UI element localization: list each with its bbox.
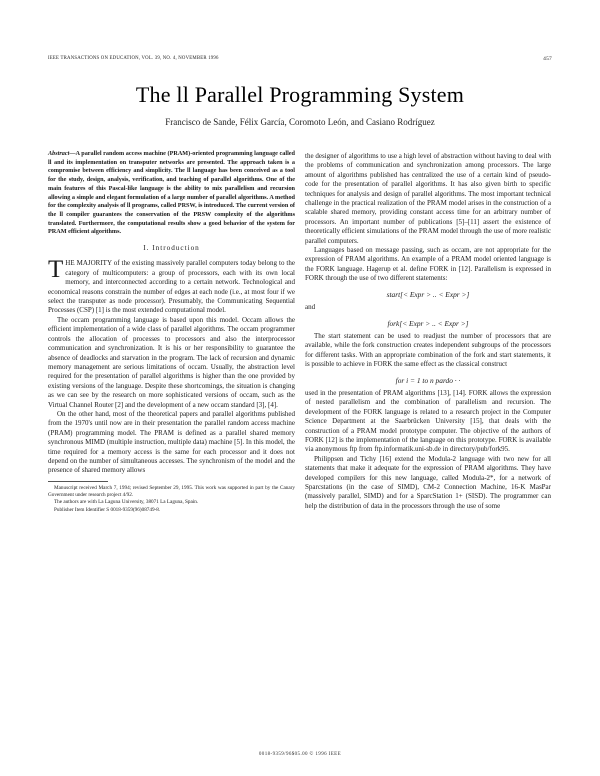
formula-fork: fork[< Expr > .. < Expr >]	[387, 318, 469, 328]
running-header	[48, 56, 552, 66]
abstract	[48, 150, 295, 237]
section-heading-introduction: I. Introduction	[143, 244, 200, 253]
journal-header: IEEE TRANSACTIONS ON EDUCATION, VOL. 39, NO. 4, NOVEMBER 1996	[48, 56, 219, 61]
abstract-text: —A parallel random access machine (PRAM)-oriented programming language called ll and its implementation on transputer networks are presented. The approach taken is a compromise between efficiency and simplicity. The ll language has been conceived as a tool for the study, design, analysis, verification, and teaching of parallel algorithms. One of the main features of this Pascal-like language is the ability to mix parallelism and recursion allowing a simple and elegant formulation of a large number of parallel algorithms. A method for the complexity analysis of ll programs, called PRSW, is introduced. The current version of the ll compiler guarantees the conservation of the PRSW complexity of the algorithms translated. Furthermore, the computational results show a good behavior of the system for PRAM efficient algorithms.	[48, 150, 295, 236]
intro-paragraph-2: The occam programming language is based upon this model. Occam allows the efficient implementation of a wide class of parallel algorithms. The occam programmer controls the allocation of processes to processors and also the interprocessor communication and synchronization. It is his or her responsibility to guarantee the absence of deadlocks and starvation in the program. The lack of recursion and dynamic memory management are serious limitations of occam. Usually, the abstraction level required for the presentation of parallel algorithms is higher than the one provided by existing versions of the language. Despite these shortcomings, the situation is changing as we can see by the research on more sophisticated versions of occam, such as the Virtual Channel Router [2] and the development of a new occam standard [3], [4].	[48, 315, 295, 409]
drop-cap: T	[48, 256, 64, 284]
right-column	[305, 152, 551, 511]
intro-paragraph-1	[48, 256, 295, 315]
right-paragraph-3: The start statement can be used to readjust the number of processors that are available, while the fork construction creates independent subgroups of the processors for different tasks. With an appropriate combination of the fork and start statements, it is possible to achieve in FORK the same effect as the classical construct	[305, 331, 551, 369]
footnote-identifier: Publisher Item Identifier S 0018-9359(96)08749-8.	[54, 507, 161, 514]
left-column	[48, 150, 295, 515]
intro-paragraph-1-text: HE MAJORITY of the existing massively parallel computers today belong to the category of multicomputers: a group of processors, each with its own local memory, and interconnected according to a certain network. Technological and economical reasons constrain the number of edges at each node (i.e., at most four if we select the transputer as node processor). Presumably, the Communicating Sequential Processes (CSP) [1] is the most extended computational model.	[48, 259, 295, 315]
copyright-footer: 0018-9359/96$05.00 © 1996 IEEE	[258, 752, 342, 757]
formula-start: start[< Expr > .. < Expr >]	[386, 289, 470, 299]
right-paragraph-1: the designer of algorithms to use a high level of abstraction without having to deal with the problems of communication and synchronization among processors. The large amount of algorithms published has centralized the use of a certain kind of pseudo-code for the presentation of parallel algorithms. It has also given birth to specific techniques for analysis and design of parallel algorithms. The most important technical challenge in the practical realization of the PRAM model arises in the construction of a scalable shared memory, providing constant access time for an arbitrary number of processors. An important number of publications [5]–[11] assert the existence of theoretically efficient simulations of the PRAM model through the use of more realistic parallel computers.	[305, 152, 551, 245]
right-paragraph-4: used in the presentation of PRAM algorithms [13], [14]. FORK allows the expression of nested parallelism and the combination of parallelism and recursion. The development of the FORK language is related to a research project in the Computer Science Department at the Saarbrücken University [15], that deals with the construction of a PRAM model prototype computer. The objective of the authors of FORK [12] is the implementation of the language on this prototype. FORK is available via anonymous ftp from ftp.informatik.uni-sb.de in directory/pub/fork95.	[305, 388, 551, 454]
footnote-manuscript: Manuscript received March 7, 1994; revised September 29, 1995. This work was supported in part by the Canary Government under research project 4/92.	[48, 484, 295, 498]
right-paragraph-2: Languages based on message passing, such as occam, are not appropriate for the expression of PRAM algorithms. An example of a PRAM model oriented language is the FORK language. Hagerup et al. define FORK in [12]. Parallelism is expressed in FORK through the use of two different statements:	[305, 246, 551, 283]
and-connector: and	[305, 303, 316, 312]
paper-title: The ll Parallel Programming System	[135, 82, 465, 107]
page-number: 457	[543, 56, 552, 62]
abstract-lead: Abstract	[48, 150, 70, 157]
paper-authors: Francisco de Sande, Félix García, Coromoto León, and Casiano Rodríguez	[165, 117, 435, 127]
footnote-affiliation: The authors are with La Laguna University, 38071 La Laguna, Spain.	[54, 499, 199, 506]
intro-paragraph-3: On the other hand, most of the theoretical papers and parallel algorithms published from the 1970's until now are in their presentation the parallel random access machine (PRAM) programming model. The PRAM is defined as a parallel shared memory synchronous MIMD (multiple instruction, multiple data) machine [5]. In this model, the time required for a memory access is the same for each processor and it does not depend on the number of simultaneous accesses. The synchronism of the model and the presence of shared memory allows	[48, 409, 295, 475]
formula-pardo: for i = 1 to n pardo · ·	[395, 375, 461, 385]
right-paragraph-5: Philippsen and Tichy [16] extend the Modula-2 language with two new for all statements that make it adequate for the expression of PRAM algorithms. They have developed compilers for this new language, called Modula-2*, for a network of Sparcstations (in the case of SIMD), CM-2 Connection Machine, 16-K MasPar (massively parallel, SIMD) and for a SparcStation 1+ (SISD). The programmer can help the distribution of data in the processors through the use of some	[305, 454, 551, 510]
footnote-divider	[48, 481, 108, 482]
